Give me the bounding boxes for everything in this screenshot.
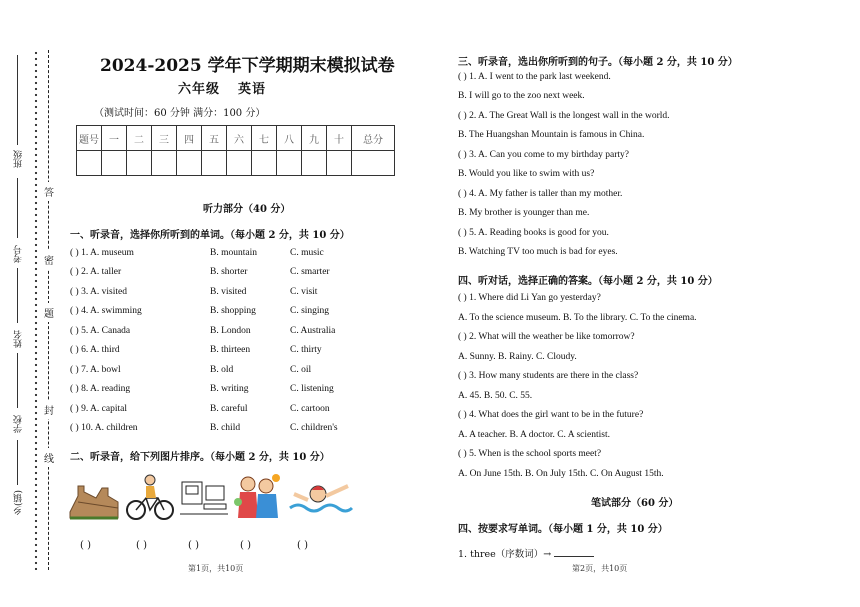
s1-q9: ( ) 9. A. capital <box>70 404 127 414</box>
s4-line-8: A. A teacher. B. A doctor. C. A scientist. <box>458 430 610 440</box>
s1-q10: ( ) 10. A. children <box>70 423 138 433</box>
binding-dots <box>33 50 39 570</box>
exam-number-label: 考号 <box>14 245 24 263</box>
s1-q2-b: B. shorter <box>210 267 248 277</box>
seal-char-seal: 封 <box>44 400 54 419</box>
score-cell[interactable] <box>327 151 352 176</box>
s3-line-8: B. My brother is younger than me. <box>458 208 590 218</box>
s4-line-4: A. Sunny. B. Rainy. C. Cloudy. <box>458 352 577 362</box>
name-blank <box>17 268 18 323</box>
seal-char-answer: 答 <box>44 182 54 201</box>
computer-picture <box>178 472 230 522</box>
score-col-1: 一 <box>102 126 127 151</box>
score-col-total: 总分 <box>352 126 395 151</box>
name-label: 姓名 <box>14 330 24 348</box>
s1-q3: ( ) 3. A. visited <box>70 287 127 297</box>
s1-q2-c: C. smarter <box>290 267 330 277</box>
picture-answer-2[interactable]: ( ) <box>136 540 147 551</box>
grade-label: 六年级 <box>178 82 221 97</box>
s3-line-6: B. Would you like to swim with us? <box>458 169 595 179</box>
score-cell[interactable] <box>352 151 395 176</box>
great-wall-picture <box>68 472 120 522</box>
score-col-5: 五 <box>202 126 227 151</box>
s3-line-5: ( ) 3. A. Can you come to my birthday party? <box>458 150 629 160</box>
s1-q5-b: B. London <box>210 326 251 336</box>
page-footer-right: 第2页，共10页 <box>572 564 628 573</box>
s1-q1-b: B. mountain <box>210 248 257 258</box>
score-cell[interactable] <box>177 151 202 176</box>
s1-q7: ( ) 7. A. bowl <box>70 365 121 375</box>
class-blank <box>17 55 18 145</box>
section2-title: 二、听录音，给下列图片排序。（每小题 2 分，共 10 分） <box>70 452 330 463</box>
s3-line-7: ( ) 4. A. My father is taller than my mother. <box>458 189 623 199</box>
seal-char-line: 线 <box>44 448 54 467</box>
score-col-7: 七 <box>252 126 277 151</box>
picture-answer-5[interactable]: ( ) <box>297 540 308 551</box>
score-col-4: 四 <box>177 126 202 151</box>
section3-title: 三、听录音，选出你所听到的句子。（每小题 2 分，共 10 分） <box>458 57 738 68</box>
s4-line-9: ( ) 5. When is the school sports meet? <box>458 449 602 459</box>
s4-line-1: ( ) 1. Where did Li Yan go yesterday? <box>458 293 601 303</box>
picture-answer-1[interactable]: ( ) <box>80 540 91 551</box>
family-picture <box>232 472 284 522</box>
score-cell[interactable] <box>252 151 277 176</box>
score-cell[interactable] <box>302 151 327 176</box>
s1-q6: ( ) 6. A. third <box>70 345 120 355</box>
s1-q6-b: B. thirteen <box>210 345 251 355</box>
swimming-picture <box>288 472 354 522</box>
exam-number-blank <box>17 178 18 238</box>
score-col-2: 二 <box>127 126 152 151</box>
s1-q5-c: C. Australia <box>290 326 336 336</box>
s1-q8: ( ) 8. A. reading <box>70 384 131 394</box>
score-cell[interactable] <box>152 151 177 176</box>
town-blank <box>17 440 18 485</box>
seal-char-secret: 密 <box>44 250 54 269</box>
s3-line-9: ( ) 5. A. Reading books is good for you. <box>458 228 609 238</box>
page-footer-left: 第1页，共10页 <box>188 564 244 573</box>
s3-line-3: ( ) 2. A. The Great Wall is the longest wall in the world. <box>458 111 670 121</box>
s4-line-3: ( ) 2. What will the weather be like tomorrow? <box>458 332 635 342</box>
s1-q2: ( ) 2. A. taller <box>70 267 122 277</box>
picture-answer-3[interactable]: ( ) <box>188 540 199 551</box>
s4-line-2: A. To the science museum. B. To the library. C. To the cinema. <box>458 313 697 323</box>
exam-info: （测试时间：60 分钟 满分：100 分） <box>94 108 266 119</box>
score-cell[interactable] <box>77 151 102 176</box>
s5-q1 <box>458 546 594 560</box>
score-table-row-label: 题号 <box>77 126 102 151</box>
listening-part-heading: 听力部分（40 分） <box>203 204 291 215</box>
s3-line-4: B. The Huangshan Mountain is famous in China. <box>458 130 645 140</box>
s1-q3-b: B. visited <box>210 287 247 297</box>
section1-title: 一、听录音，选择你所听到的单词。（每小题 2 分，共 10 分） <box>70 230 350 241</box>
score-col-8: 八 <box>277 126 302 151</box>
score-cell[interactable] <box>102 151 127 176</box>
s1-q9-b: B. careful <box>210 404 248 414</box>
answer-blank[interactable] <box>554 548 594 557</box>
s4-line-5: ( ) 3. How many students are there in the class? <box>458 371 639 381</box>
s1-q5: ( ) 5. A. Canada <box>70 326 131 336</box>
s1-q8-c: C. listening <box>290 384 334 394</box>
s1-q1-c: C. music <box>290 248 324 258</box>
s3-line-2: B. I will go to the zoo next week. <box>458 91 585 101</box>
s1-q6-c: C. thirty <box>290 345 322 355</box>
score-cell[interactable] <box>277 151 302 176</box>
s1-q7-c: C. oil <box>290 365 312 375</box>
written-part-heading: 笔试部分（60 分） <box>591 498 679 509</box>
s1-q4-c: C. singing <box>290 306 330 316</box>
picture-answer-4[interactable]: ( ) <box>240 540 251 551</box>
school-blank <box>17 353 18 408</box>
exam-title: 2024-2025 学年下学期期末模拟试卷 <box>100 56 395 76</box>
score-col-10: 十 <box>327 126 352 151</box>
section4-title: 四、听对话，选择正确的答案。（每小题 2 分，共 10 分） <box>458 276 718 287</box>
s1-q4: ( ) 4. A. swimming <box>70 306 142 316</box>
score-cell[interactable] <box>227 151 252 176</box>
s4-line-10: A. On June 15th. B. On July 15th. C. On August 15th. <box>458 469 664 479</box>
score-cell[interactable] <box>202 151 227 176</box>
s1-q3-c: C. visit <box>290 287 318 297</box>
s4-line-7: ( ) 4. What does the girl want to be in the future? <box>458 410 644 420</box>
score-cell[interactable] <box>127 151 152 176</box>
s1-q9-c: C. cartoon <box>290 404 330 414</box>
s3-line-10: B. Watching TV too much is bad for eyes. <box>458 247 618 257</box>
s5-q1-text: 1. three（序数词）→ <box>458 549 555 560</box>
town-label: 乡(镇) <box>14 490 24 516</box>
s4-line-6: A. 45. B. 50. C. 55. <box>458 391 533 401</box>
score-col-9: 九 <box>302 126 327 151</box>
s3-line-1: ( ) 1. A. I went to the park last weekend. <box>458 72 611 82</box>
s1-q10-c: C. children's <box>290 423 338 433</box>
seal-char-question: 题 <box>44 303 54 322</box>
s1-q7-b: B. old <box>210 365 234 375</box>
score-col-3: 三 <box>152 126 177 151</box>
section5-title: 四、按要求写单词。（每小题 1 分，共 10 分） <box>458 524 668 535</box>
s1-q10-b: B. child <box>210 423 241 433</box>
score-col-6: 六 <box>227 126 252 151</box>
s1-q8-b: B. writing <box>210 384 249 394</box>
class-label: 班级 <box>14 150 24 168</box>
s1-q1: ( ) 1. A. museum <box>70 248 134 258</box>
s1-q4-b: B. shopping <box>210 306 256 316</box>
subject-label: 英语 <box>238 82 267 97</box>
school-label: 学校 <box>14 415 24 433</box>
score-table <box>76 125 395 176</box>
cycling-picture <box>124 472 176 522</box>
